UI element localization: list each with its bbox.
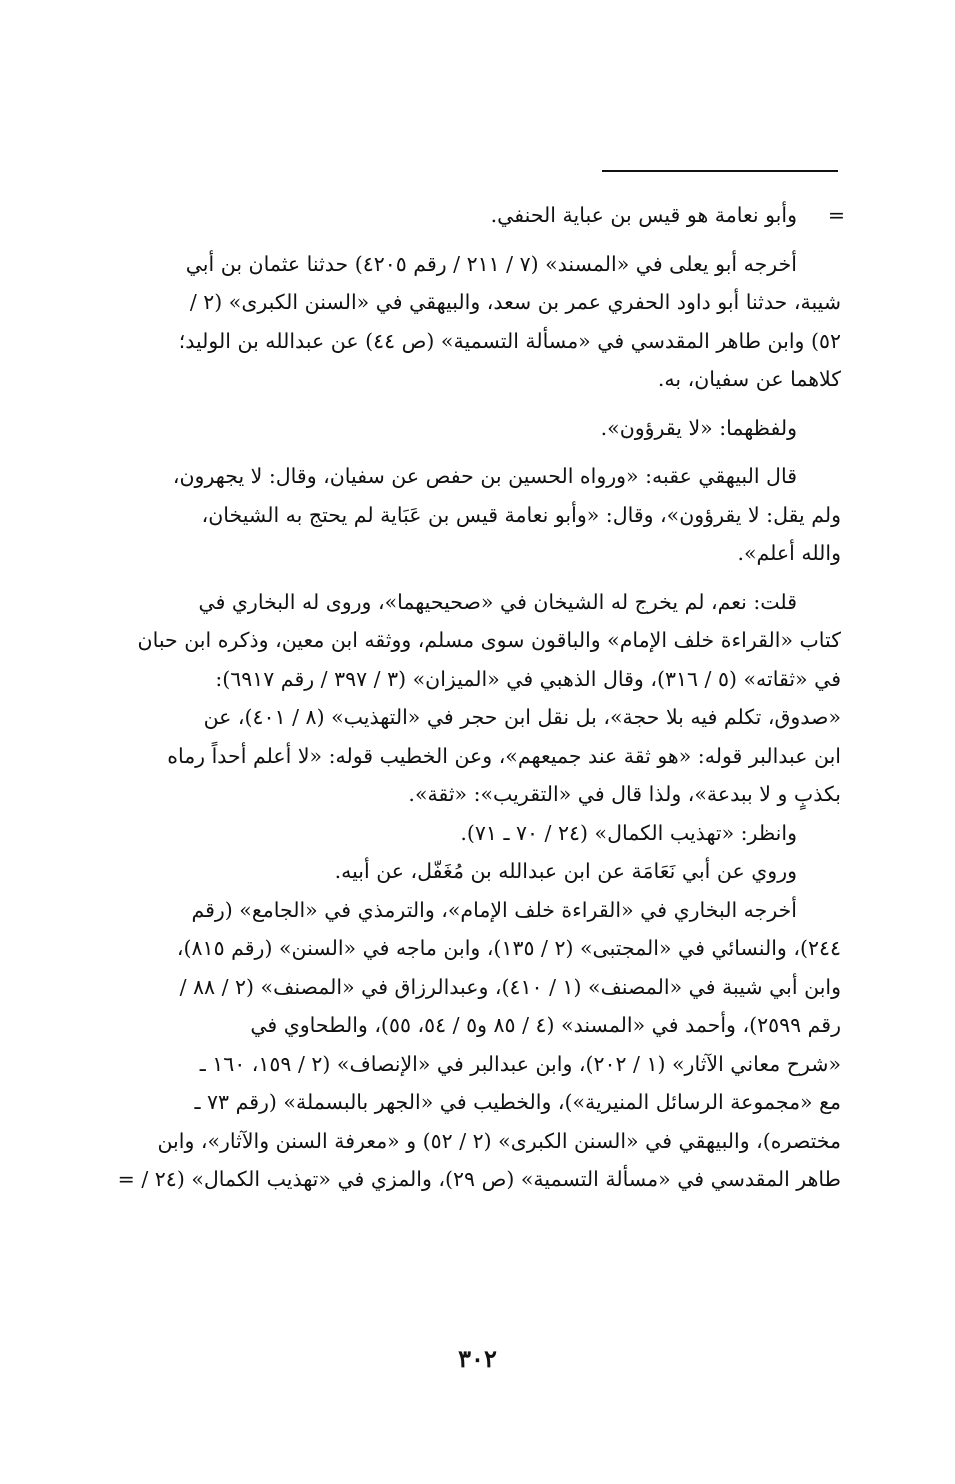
text-line: «صدوق، تكلم فيه بلا حجة»، بل نقل ابن حجر في «التهذيب» (٨ / ٤٠١)، عن xyxy=(203,705,841,729)
text-line: قلت: نعم، لم يخرج له الشيخان في «صحيحيهما»، وروى له البخاري في xyxy=(198,589,797,614)
text-line: في «ثقاته» (٥ / ٣١٦)، وقال الذهبي في «الميزان» (٣ / ٣٩٧ / رقم ٦٩١٧): xyxy=(215,666,841,691)
text-line: أخرجه البخاري في «القراءة خلف الإمام»، والترمذي في «الجامع» (رقم xyxy=(191,897,797,922)
text-line: طاهر المقدسي في «مسألة التسمية» (ص ٢٩)، والمزي في «تهذيب الكمال» (٢٤ / = xyxy=(117,1167,841,1191)
footnote-separator xyxy=(602,170,838,172)
continuation-mark: = xyxy=(827,203,845,227)
text-line: ولفظهما: «لا يقرؤون». xyxy=(600,415,797,440)
text-line: وروي عن أبي نَعَامَة عن ابن عبدالله بن مُغَفّل، عن أبيه. xyxy=(334,859,797,883)
text-line: = وأبو نعامة هو قيس بن عباية الحنفي. xyxy=(128,196,841,235)
text-line: كلاهما عن سفيان، به. xyxy=(657,367,841,391)
text-line: بكذبٍ و لا ببدعة»، ولذا قال في «التقريب»: «ثقة». xyxy=(408,782,841,806)
text-line: رقم ٢٥٩٩)، وأحمد في «المسند» (٤ / ٨٥ و٥ / ٥٤، ٥٥)، والطحاوي في xyxy=(250,1013,841,1037)
page-number: ٣٠٢ xyxy=(458,1344,497,1373)
text-line: ولم يقل: لا يقرؤون»، وقال: «وأبو نعامة قيس بن عَبَاية لم يحتج به الشيخان، xyxy=(201,502,841,527)
text-line: قال البيهقي عقبه: «ورواه الحسين بن حفص عن سفيان، وقال: لا يجهرون، xyxy=(172,464,797,488)
text-line: شيبة، حدثنا أبو داود الحفري عمر بن سعد، والبيهقي في «السنن الكبرى» (٢ / xyxy=(189,290,841,314)
text-line: ٥٢) وابن طاهر المقدسي في «مسألة التسمية» (ص ٤٤) عن عبدالله بن الوليد؛ xyxy=(178,328,841,353)
footnote-text xyxy=(117,196,845,1199)
text-line: أخرجه أبو يعلى في «المسند» (٧ / ٢١١ / رقم ٤٢٠٥) حدثنا عثمان بن أبي xyxy=(185,251,797,276)
text-line: وابن أبي شيبة في «المصنف» (١ / ٤١٠)، وعبدالرزاق في «المصنف» (٢ / ٨٨ / xyxy=(179,974,841,999)
text-line: مع «مجموعة الرسائل المنيرية»)، والخطيب في «الجهر بالبسملة» (رقم ٧٣ ـ xyxy=(194,1090,841,1114)
text-line: «شرح معاني الآثار» (١ / ٢٠٢)، وابن عبدالبر في «الإنصاف» (٢ / ١٥٩، ١٦٠ ـ xyxy=(199,1051,841,1076)
text-line: والله أعلم». xyxy=(737,541,841,565)
text-line: كتاب «القراءة خلف الإمام» والباقون سوى مسلم، ووثقه ابن معين، وذكره ابن حبان xyxy=(137,628,841,652)
text-line: وانظر: «تهذيب الكمال» (٢٤ / ٧٠ ـ ٧١). xyxy=(460,820,797,845)
text-line: ٢٤٤)، والنسائي في «المجتبى» (٢ / ١٣٥)، وابن ماجه في «السنن» (رقم ٨١٥)، xyxy=(176,936,841,960)
text-line: مختصره)، والبيهقي في «السنن الكبرى» (٢ / ٥٢) و «معرفة السنن والآثار»، وابن xyxy=(157,1128,841,1153)
text-line: ابن عبدالبر قوله: «هو ثقة عند جميعهم»، وعن الخطيب قوله: «لا أعلم أحداً رماه xyxy=(167,743,841,768)
